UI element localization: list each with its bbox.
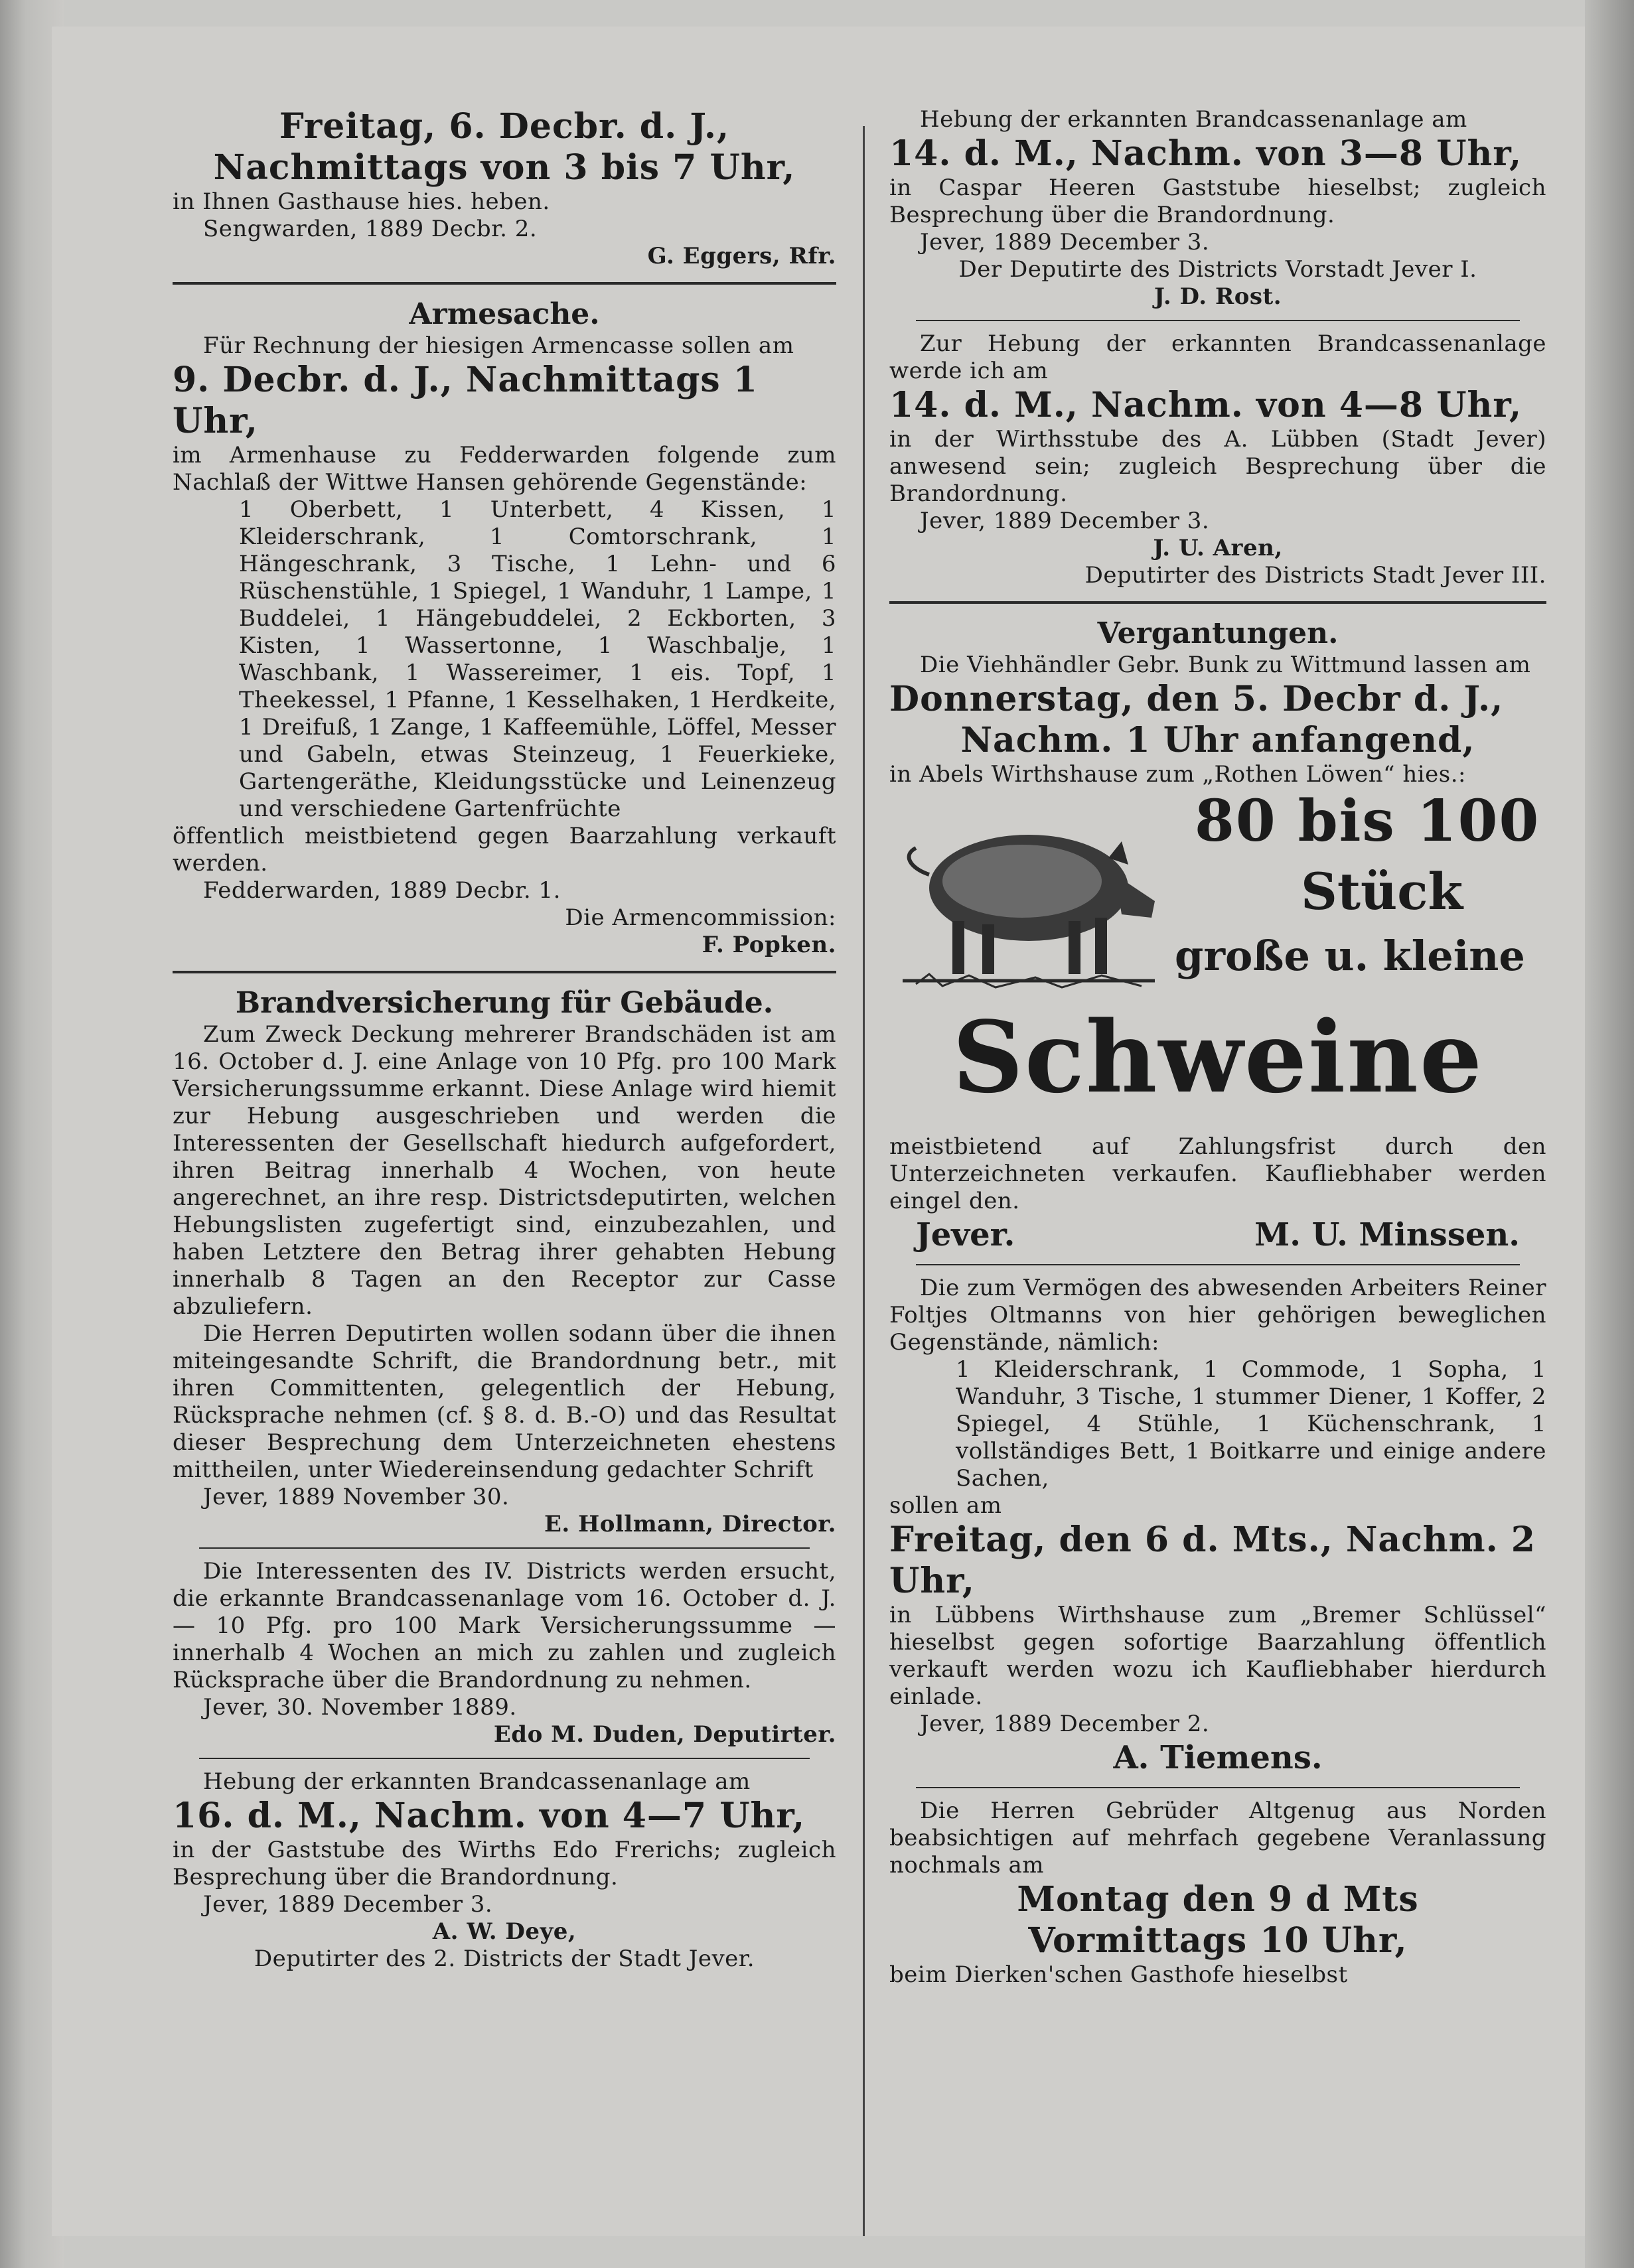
- district4-text: Die Interessenten des IV. Districts werden ersucht, die erkannte Brandcassenanlage vom 16. October d. J. — 10 Pfg. pro 100 Mark Versicherungssumme — innerhalb 4 Wochen an mich zu zahlen und zugleich Rücksprache über die Brandordnung zu nehmen.: [173, 1558, 836, 1693]
- hebung2-date: 16. d. M., Nachm. von 4—7 Uhr,: [173, 1796, 806, 1836]
- hebung3-text: in der Wirthsstube des A. Lübben (Stadt Jever) anwesend sein; zugleich Besprechung über die Brandordnung.: [889, 426, 1546, 507]
- hebung-district2-notice: [173, 1768, 836, 1973]
- page-right-edge: [1585, 0, 1634, 2268]
- district4-notice: [173, 1558, 836, 1748]
- right-column: [889, 106, 1546, 1989]
- brand-signer: E. Hollmann, Director.: [544, 1511, 836, 1537]
- brandversicherung-notice: [173, 985, 836, 1538]
- section-rule: [173, 971, 836, 973]
- hebung3-place: Jever, 1889 December 3.: [920, 508, 1210, 534]
- armesache-notice: [173, 297, 836, 959]
- hebung2-signer: A. W. Deye,: [432, 1918, 577, 1945]
- hebung3-intro: Zur Hebung der erkannten Brandcassenanlage werde ich am: [889, 330, 1546, 384]
- district4-place: Jever, 30. November 1889.: [203, 1694, 517, 1721]
- pig-illustration: [889, 802, 1168, 1001]
- brand-heading: Brandversicherung für Gebäude.: [235, 986, 774, 1020]
- section-rule: [916, 1264, 1520, 1265]
- altgenug-text: Die Herren Gebrüder Altgenug aus Norden beabsichtigen auf mehrfach gegebene Veranlassung nochmals am: [889, 1798, 1546, 1878]
- armesache-date: 9. Decbr. d. J., Nachmittags 1 Uhr,: [173, 360, 758, 441]
- vergantung-pigs-notice: [889, 616, 1546, 1255]
- section-rule: [173, 282, 836, 285]
- pig-sizes: große u. kleine: [1175, 932, 1525, 980]
- section-rule: [199, 1758, 810, 1759]
- oltmanns-text-2: in Lübbens Wirthshause zum „Bremer Schlüssel“ hieselbst gegen sofortige Baarzahlung öffentlich verkauft werden wozu ich Kaufliebhaber hierdurch einlade.: [889, 1602, 1546, 1710]
- pig-count: 80 bis 100: [1195, 788, 1540, 855]
- hebung3-date: 14. d. M., Nachm. von 4—8 Uhr,: [889, 385, 1523, 425]
- altgenug-time: Vormittags 10 Uhr,: [1028, 1920, 1408, 1961]
- oltmanns-text: Die zum Vermögen des abwesenden Arbeiters Reiner Foltjes Oltmanns von hier gehörigen beweglichen Gegenstände, nämlich:: [889, 1275, 1546, 1356]
- hebung3-signer: J. U. Aren,: [1153, 535, 1283, 561]
- hebung-vorstadt-notice: [889, 106, 1546, 311]
- hebung2-place: Jever, 1889 December 3.: [203, 1891, 493, 1918]
- armesache-text-2: öffentlich meistbietend gegen Baarzahlung verkauft werden.: [173, 823, 836, 877]
- armesache-text: im Armenhause zu Fedderwarden folgende zum Nachlaß der Wittwe Hansen gehörende Gegenstände:: [173, 442, 836, 496]
- hebung2-intro: Hebung der erkannten Brandcassenanlage am: [203, 1768, 751, 1795]
- altgenug-date: Montag den 9 d Mts: [1017, 1879, 1419, 1920]
- vergantung-time: Nachm. 1 Uhr anfangend,: [960, 720, 1475, 760]
- section-rule: [916, 320, 1520, 321]
- vergantung-text: Die Viehhändler Gebr. Bunk zu Wittmund lassen am: [920, 652, 1531, 678]
- section-rule: [199, 1547, 810, 1549]
- section-rule: [889, 601, 1546, 604]
- vergantung-place: Jever.: [916, 1216, 1015, 1253]
- armesache-place: Fedderwarden, 1889 Decbr. 1.: [203, 877, 561, 904]
- hebung1-intro: Hebung der erkannten Brandcassenanlage am: [920, 106, 1467, 133]
- armesache-items: 1 Oberbett, 1 Unterbett, 4 Kissen, 1 Kleiderschrank, 1 Comtorschrank, 1 Hängeschrank, 3 Tische, 1 Lehn- und 6 Rüschenstühle, 1 Spiegel, 1 Wanduhr, 1 Lampe, 1 Buddelei, 1 Hängebuddelei, 2 Eckborten, 3 Kisten, 1 Wassertonne, 1 Waschbalje, 1 Waschbank, 1 Wassereimer, 1 eis. Topf, 1 Theekessel, 1 Pfanne, 1 Kesselhaken, 1 Herdkeite, 1 Dreifuß, 1 Zange, 1 Kaffeemühle, Löffel, Messer und Gabeln, etwas Steinzeug, 1 Feuerkieke, Gartengeräthe, Kleidungsstücke und Leinenzeug und verschiedene Gartenfrüchte: [239, 496, 836, 822]
- vergantung-signer: M. U. Minssen.: [1254, 1216, 1520, 1253]
- altgenug-location: beim Dierken'schen Gasthofe hieselbst: [889, 1961, 1348, 1988]
- notice-place: Sengwarden, 1889 Decbr. 2.: [203, 216, 538, 242]
- vergantung-location: in Abels Wirthshause zum „Rothen Löwen“ hies.:: [889, 761, 1466, 788]
- pig-advert: [889, 788, 1546, 1133]
- hebung-district3-notice: [889, 330, 1546, 589]
- brand-place: Jever, 1889 November 30.: [203, 1484, 510, 1510]
- brand-text: Zum Zweck Deckung mehrerer Brandschäden ist am 16. October d. J. eine Anlage von 10 Pfg. pro 100 Mark Versicherungssumme erkannt. Diese Anlage wird hiemit zur Hebung ausgeschrieben und werden die Interessenten der Gesellschaft hiedurch aufgefordert, ihren Beitrag innerhalb 4 Wochen, von heute angerechnet, an ihre resp. Districtsdeputirten, welchen Hebungslisten zugefertigt sind, einzubezahlen, und haben Letztere den Betrag ihrer gehabten Hebung innerhalb 8 Tagen an den Receptor zur Casse abzuliefern.: [173, 1021, 836, 1320]
- vergantung-text-2: meistbietend auf Zahlungsfrist durch den Unterzeichneten verkaufen. Kaufliebhaber werden eingel den.: [889, 1133, 1546, 1214]
- armesache-intro: Für Rechnung der hiesigen Armencasse sollen am: [203, 332, 794, 359]
- notice-text: in Ihnen Gasthause hies. heben.: [173, 188, 550, 215]
- altgenug-notice: [889, 1798, 1546, 1989]
- vergantung-date: Donnerstag, den 5. Decbr d. J.,: [889, 679, 1504, 719]
- pig-schweine: Schweine: [952, 999, 1484, 1115]
- left-column: [173, 106, 836, 1973]
- section-rule: [916, 1787, 1520, 1788]
- hebung1-date: 14. d. M., Nachm. von 3—8 Uhr,: [889, 133, 1523, 174]
- hebung2-text: in der Gaststube des Wirths Edo Frerichs; zugleich Besprechung über die Brandordnung.: [173, 1837, 836, 1890]
- oltmanns-place: Jever, 1889 December 2.: [920, 1711, 1210, 1737]
- oltmanns-notice: [889, 1275, 1546, 1778]
- notice-sengwarden: [173, 106, 836, 270]
- notice-time: Nachmittags von 3 bis 7 Uhr,: [213, 147, 796, 188]
- oltmanns-date: Freitag, den 6 d. Mts., Nachm. 2 Uhr,: [889, 1520, 1536, 1601]
- hebung1-signer: J. D. Rost.: [1153, 283, 1282, 310]
- vergantung-footer: [889, 1215, 1546, 1255]
- brand-text-2: Die Herren Deputirten wollen sodann über die ihnen miteingesandte Schrift, die Brandordnung betr., mit ihren Committenten, gelegentlich der Hebung, Rücksprache nehmen (cf. § 8. d. B.-O) und das Resultat dieser Besprechung dem Unterzeichneten ehestens mittheilen, unter Wiedereinsendung gedachter Schrift: [173, 1320, 836, 1483]
- notice-signer: G. Eggers, Rfr.: [647, 243, 836, 269]
- oltmanns-items: 1 Kleiderschrank, 1 Commode, 1 Sopha, 1 Wanduhr, 3 Tische, 1 stummer Diener, 1 Koffer, 2 Spiegel, 4 Stühle, 1 Küchenschrank, 1 vollständiges Bett, 1 Boitkarre und einige andere Sachen,: [956, 1356, 1546, 1492]
- armesache-signer: F. Popken.: [702, 932, 836, 958]
- oltmanns-signer: A. Tiemens.: [1113, 1739, 1323, 1776]
- hebung1-role: Der Deputirte des Districts Vorstadt Jever I.: [958, 256, 1477, 283]
- pig-stueck: Stück: [1301, 862, 1463, 921]
- armesache-commission: Die Armencommission:: [565, 904, 836, 931]
- oltmanns-soll: sollen am: [889, 1492, 1002, 1519]
- district4-signer: Edo M. Duden, Deputirter.: [493, 1721, 836, 1748]
- hebung2-role: Deputirter des 2. Districts der Stadt Jever.: [254, 1946, 755, 1972]
- vergantung-heading: Vergantungen.: [1097, 616, 1339, 650]
- hebung1-place: Jever, 1889 December 3.: [920, 229, 1210, 255]
- hebung1-text: in Caspar Heeren Gaststube hieselbst; zugleich Besprechung über die Brandordnung.: [889, 175, 1546, 228]
- armesache-heading: Armesache.: [409, 297, 600, 331]
- hebung3-role: Deputirter des Districts Stadt Jever III.: [1084, 562, 1546, 589]
- notice-date: Freitag, 6. Decbr. d. J.,: [279, 106, 730, 147]
- column-divider: [863, 126, 865, 2236]
